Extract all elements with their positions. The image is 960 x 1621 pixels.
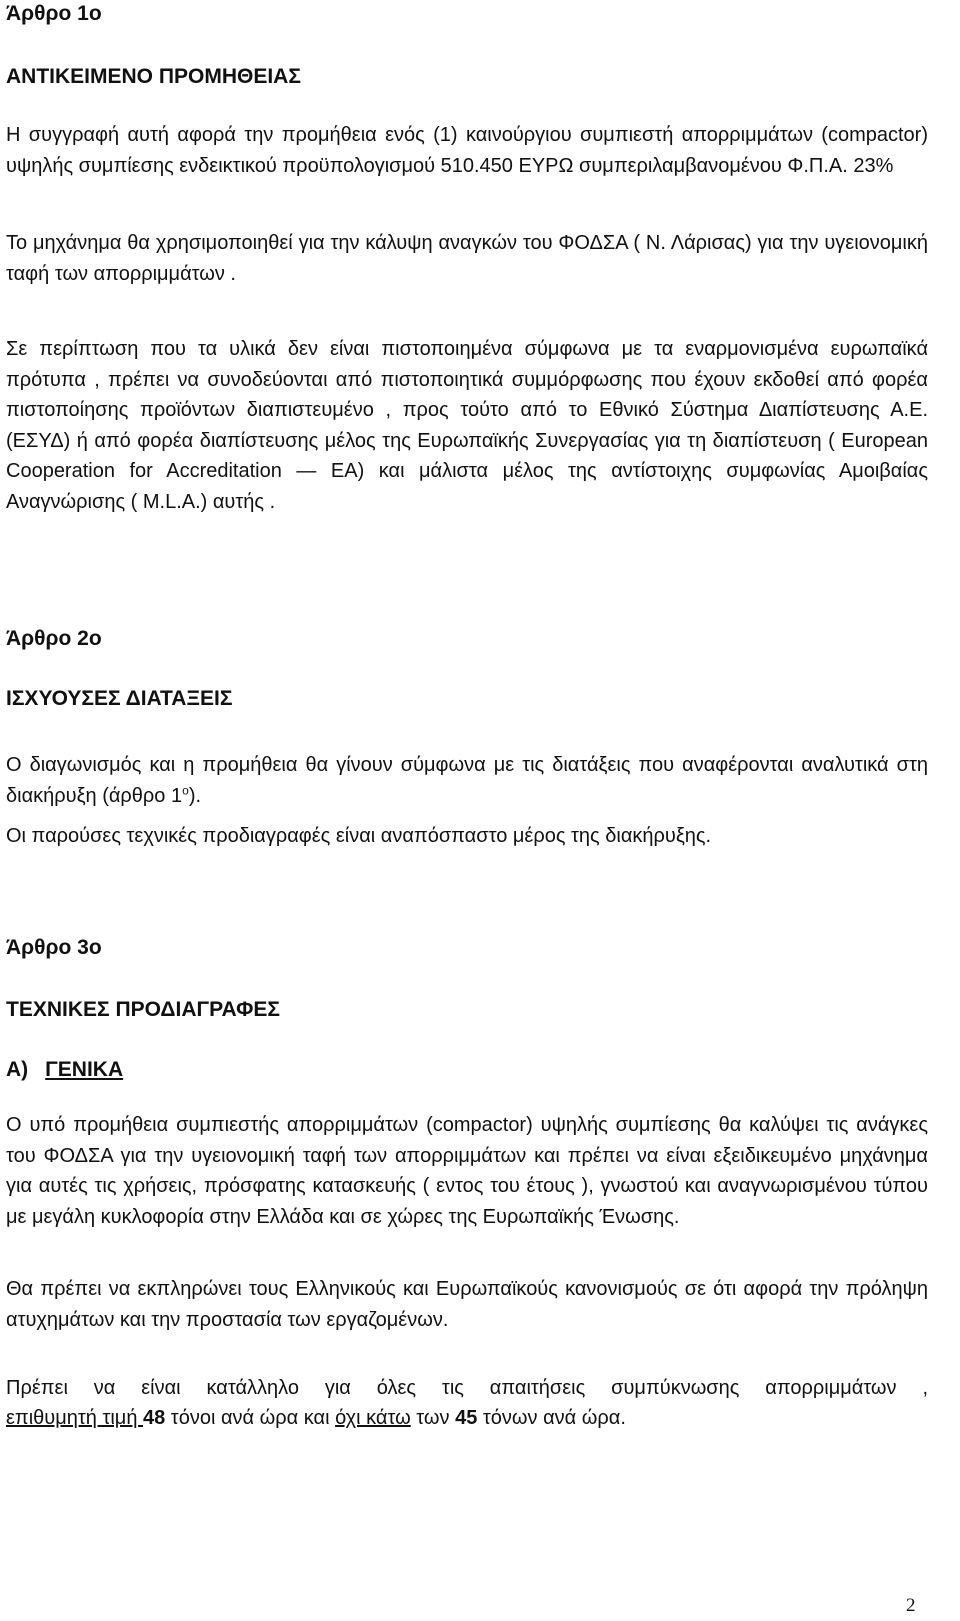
minimum-value-label: όχι κάτω (335, 1407, 411, 1429)
article-3-subheading (6, 1056, 928, 1084)
article-2-paragraph-1-text: Ο διαγωνισμός και η προμήθεια θα γίνουν σύμφωνα με τις διατάξεις που αναφέρονται αναλυτικά στη διακήρυξη (άρθρο 1 (6, 754, 928, 807)
desired-value-label: επιθυμητή τιμή (6, 1407, 143, 1429)
article-1-heading: ΑΝΤΙΚΕΙΜΕΝΟ ΠΡΟΜΗΘΕΙΑΣ (6, 65, 301, 88)
article-2-paragraph-1 (6, 750, 928, 811)
article-2-paragraph-2: Οι παρούσες τεχνικές προδιαγραφές είναι αναπόσπαστο μέρος της διακήρυξης. (6, 825, 712, 847)
subheading-text: ΓΕΝΙΚΑ (45, 1058, 124, 1081)
article-2-heading: ΙΣΧΥΟΥΣΕΣ ΔΙΑΤΑΞΕΙΣ (6, 687, 233, 710)
article-2-paragraph-1-end: ). (188, 784, 202, 807)
article-3-heading: ΤΕΧΝΙΚΕΣ ΠΡΟΔΙΑΓΡΑΦΕΣ (6, 998, 281, 1021)
article-1-title: Άρθρο 1ο (6, 2, 102, 25)
minimum-value-prefix: των (410, 1407, 456, 1429)
desired-value: 48 (143, 1407, 166, 1429)
article-1-paragraph-1: Η συγγραφή αυτή αφορά την προμήθεια ενός (1) καινούργιου συμπιεστή απορριμμάτων (compactor) υψηλής συμπίεσης ενδεικτικού προϋπολογισμού 510.450 ΕΥΡΩ συμπεριλαμβανομένου Φ.Π.Α. 23% (6, 124, 928, 177)
page-number: 2 (906, 1595, 916, 1616)
article-superscript: ο (182, 782, 189, 797)
article-3-paragraph-1: Ο υπό προμήθεια συμπιεστής απορριμμάτων (compactor) υψηλής συμπίεσης θα καλύψει τις ανάγκες του ΦΟΔΣΑ για την υγειονομική ταφή των απορριμμάτων και πρέπει να είναι εξειδικευμένο μηχάνημα για αυτές τις χρήσεις, πρόσφατης κατασκευής ( εντος του έτους ), γνωστού και αναγνωρισμένου τύπου με μεγάλη κυκλοφορία στην Ελλάδα και σε χώρες της Ευρωπαϊκής Ένωσης. (6, 1114, 928, 1228)
article-2-title: Άρθρο 2ο (6, 627, 102, 650)
article-3-title: Άρθρο 3ο (6, 936, 102, 959)
article-3-paragraph-3-line-2 (6, 1403, 928, 1434)
desired-value-unit: τόνοι ανά ώρα και (165, 1407, 336, 1429)
minimum-value: 45 (455, 1407, 478, 1429)
article-3-paragraph-2: Θα πρέπει να εκπληρώνει τους Ελληνικούς και Ευρωπαϊκούς κανονισμούς σε ότι αφορά την πρόληψη ατυχημάτων και την προστασία των εργαζομένων. (6, 1278, 928, 1331)
article-3-paragraph-3-line-1: Πρέπει να είναι κατάλληλο για όλες τις απαιτήσεις συμπύκνωσης απορριμμάτων , (6, 1377, 928, 1399)
subheading-letter: Α) (6, 1058, 29, 1081)
article-1-paragraph-2: Το μηχάνημα θα χρησιμοποιηθεί για την κάλυψη αναγκών του ΦΟΔΣΑ ( Ν. Λάρισας) για την υγειονομική ταφή των απορριμμάτων . (6, 232, 928, 285)
article-1-paragraph-3: Σε περίπτωση που τα υλικά δεν είναι πιστοποιημένα σύμφωνα με τα εναρμονισμένα ευρωπαϊκά πρότυπα , πρέπει να συνοδεύονται από πιστοποιητικά συμμόρφωσης που έχουν εκδοθεί από φορέα πιστοποίησης προϊόντων διαπιστευμένο , προς τούτο από το Εθνικό Σύστημα Διαπίστευσης Α.Ε. (ΕΣΥΔ) ή από φορέα διαπίστευσης μέλος της Ευρωπαϊκής Συνεργασίας για τη διαπίστευση ( European Cooperation for Accreditation — EA) και μάλιστα μέλος της αντίστοιχης συμφωνίας Αμοιβαίας Αναγνώρισης ( M.L.A.) αυτής . (6, 338, 928, 513)
minimum-value-unit: τόνων ανά ώρα. (477, 1407, 626, 1429)
